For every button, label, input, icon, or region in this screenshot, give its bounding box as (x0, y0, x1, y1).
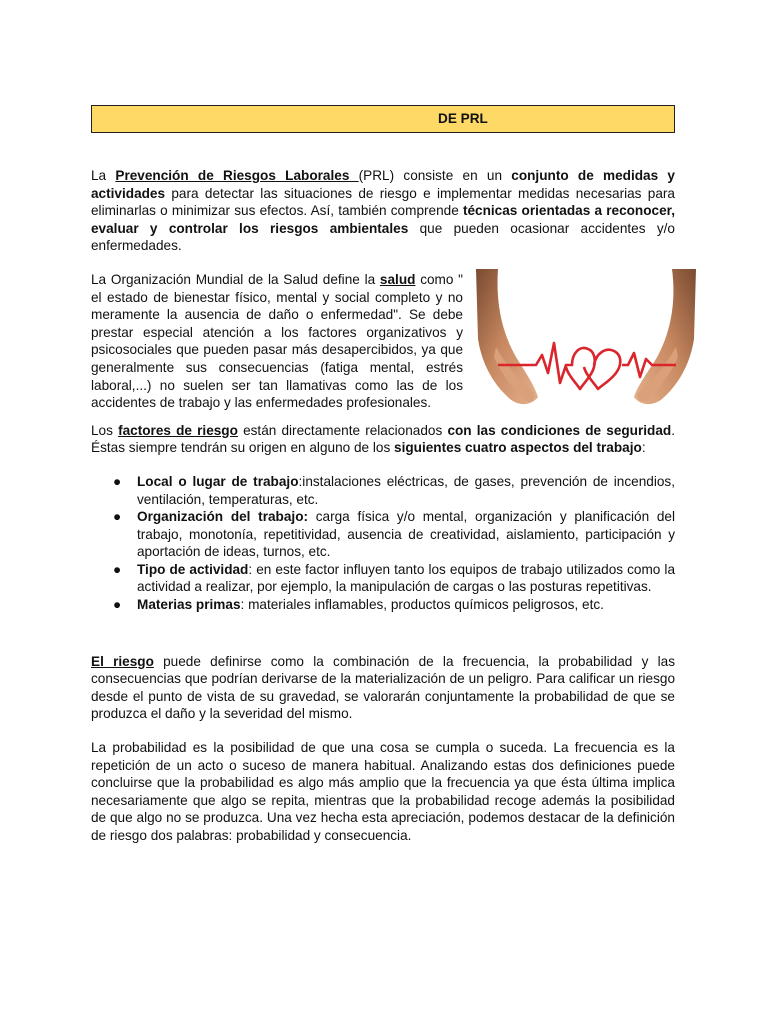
list-item: ● Organización del trabajo: carga física y/o mental, organización y planificación del trabajo, monotonía, repetitividad, ausencia de creatividad, aislamiento, participación y aportación de ideas, turnos, etc. (113, 509, 675, 560)
document-page (91, 105, 675, 861)
health-section (91, 271, 675, 428)
paragraph-prl: La Prevención de Riesgos Laborales (PRL) consiste en un conjunto de medidas y actividades para detectar las situaciones de riesgo e implementar medidas necesarias para eliminarlas o minimizar sus efectos. Así, también comprende técnicas orientadas a reconocer, evaluar y controlar los riesgos ambientales que pueden ocasionar accidentes y/o enfermedades. (91, 168, 675, 254)
paragraph-probability: La probabilidad es la posibilidad de que una cosa se cumpla o suceda. La frecuencia es la repetición de un acto o suceso de manera habitual. Analizando estas dos definiciones puede concluirse que la probabilidad es algo más amplio que la frecuencia ya que ésta última implica necesariamente que algo se repita, mientras que la probabilidad recoge además la posibilidad de que algo no se produzca. Una vez hecha esta apreciación, podemos destacar de la definición de riesgo dos palabras: probabilidad y consecuencia. (91, 740, 675, 843)
section-title: DE PRL (91, 105, 675, 133)
list-item: ● Tipo de actividad: en este factor influyen tanto los equipos de trabajo utilizados como la actividad a realizar, por ejemplo, la manipulación de cargas o las posturas repetitivas. (113, 561, 676, 595)
hands-heartbeat-icon (476, 269, 696, 409)
paragraph-risk-factors: Los factores de riesgo están directamente relacionados con las condiciones de seguridad. Éstas siempre tendrán su origen en alguno de los siguientes cuatro aspectos del trabajo: (91, 422, 676, 456)
list-item: ● Materias primas: materiales inflamables, productos químicos peligrosos, etc. (113, 597, 604, 613)
paragraph-risk-definition: El riesgo puede definirse como la combinación de la frecuencia, la probabilidad y las consecuencias que podrían derivarse de la materialización de un peligro. Para calificar un riesgo desde el punto de vista de su gravedad, se valorarán conjuntamente la probabilidad de que se produzca el daño y la severidad del mismo. (91, 653, 675, 722)
risk-aspects-list (91, 473, 675, 614)
list-item: ● Local o lugar de trabajo:instalaciones eléctricas, de gases, prevención de incendios, ventilación, temperaturas, etc. (113, 473, 675, 507)
paragraph-health: La Organización Mundial de la Salud define la salud como " el estado de bienestar físico, mental y social completo y no meramente la ausencia de daño o enfermedad". Se debe prestar especial atención a los factores organizativos y psicosociales que pueden pasar más desapercibidos, ya que generalmente sus consecuencias (fatiga mental, estrés laboral,...) no suelen ser tan llamativas como las de los accidentes de trabajo y las enfermedades profesionales. (91, 271, 464, 411)
